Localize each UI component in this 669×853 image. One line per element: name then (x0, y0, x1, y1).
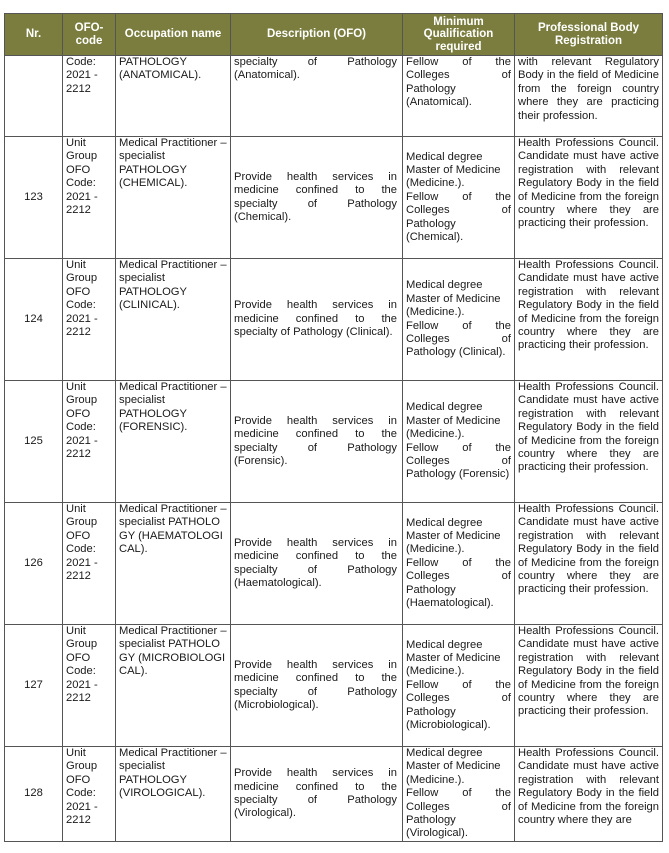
qualification-cell (403, 747, 515, 842)
occupation-cell: Medical Practitioner – specialist PATHOLOGY (FORENSIC). (116, 381, 231, 503)
qualification-master: Master of Medicine (Medicine.). (406, 414, 501, 441)
table-row (5, 747, 663, 842)
qualification-master: Master of Medicine (Medicine.). (406, 651, 501, 678)
description-cell: Provide health services in medicine confined to the specialty of Pathology (Microbiological). (231, 625, 403, 747)
qualification-field: Pathology (Clinical). (406, 346, 506, 359)
ofo-code-cell: Unit Group OFO Code: 2021 - 2212 (63, 747, 116, 842)
header-ofo-code: OFO-code (63, 14, 116, 56)
occupation-cell: Medical Practitioner – specialist PATHOLOGY (CHEMICAL). (116, 137, 231, 259)
description-cell: Provide health services in medicine confined to the specialty of Pathology (Forensic). (231, 381, 403, 503)
qualification-colleges: Colleges of (406, 69, 511, 82)
qualification-cell (403, 56, 515, 137)
header-nr: Nr. (5, 14, 63, 56)
nr-cell: 125 (5, 381, 63, 503)
ofo-code-cell: Unit Group OFO Code: 2021 - 2212 (63, 381, 116, 503)
qualification-field: Pathology (Microbiological). (406, 705, 491, 732)
qualification-cell (403, 625, 515, 747)
registration-cell: Health Professions Council. Candidate must have active registration with relevant Regulatory Body in the field of Medicine from the foreign country where they are (515, 747, 663, 842)
table-row (5, 381, 663, 503)
occupation-cell: Medical Practitioner – specialist PATHOLOGY (MICROBIOLOGICAL). (116, 625, 231, 747)
qualification-cell (403, 137, 515, 259)
qualification-fellow: Fellow of the (406, 678, 511, 691)
qualification-cell (403, 259, 515, 381)
occupation-cell: Medical Practitioner – specialist PATHOLOGY (HAEMATOLOGICAL). (116, 503, 231, 625)
qualification-degree: Medical degree (406, 516, 483, 529)
qualification-colleges: Colleges of (406, 204, 511, 217)
qualification-master: Master of Medicine (Medicine.). (406, 163, 501, 190)
qualification-colleges: Colleges of (406, 332, 511, 345)
table-row (5, 259, 663, 381)
table-row (5, 625, 663, 747)
qualification-fellow: Fellow of the (406, 556, 511, 569)
ofo-code-cell: Unit Group OFO Code: 2021 - 2212 (63, 259, 116, 381)
header-occupation-name: Occupation name (116, 14, 231, 56)
qualification-field: Pathology (Anatomical). (406, 82, 472, 109)
qualification-field: Pathology (Chemical). (406, 217, 464, 244)
qualification-fellow: Fellow of the (406, 56, 511, 68)
table-row (5, 137, 663, 259)
qualification-colleges: Colleges of (406, 800, 511, 813)
registration-cell: Health Professions Council. Candidate must have active registration with relevant Regulatory Body in the field of Medicine from the foreign country where they are practicing their profession. (515, 381, 663, 503)
qualification-fellow: Fellow of the (406, 190, 511, 203)
qualification-cell (403, 503, 515, 625)
nr-cell: 126 (5, 503, 63, 625)
occupation-cell: Medical Practitioner – specialist PATHOLOGY (VIROLOGICAL). (116, 747, 231, 842)
qualification-fellow: Fellow of the (406, 441, 511, 454)
ofo-code-cell: Unit Group OFO Code: 2021 - 2212 (63, 137, 116, 259)
qualification-colleges: Colleges of (406, 692, 511, 705)
qualification-fellow: Fellow of the (406, 787, 511, 800)
registration-cell: Health Professions Council. Candidate must have active registration with relevant Regulatory Body in the field of Medicine from the foreign country where they are practicing their profession. (515, 503, 663, 625)
registration-cell: Health Professions Council. Candidate must have active registration with relevant Regulatory Body in the field of Medicine from the foreign country where they are practicing their profession. (515, 137, 663, 259)
nr-cell: 124 (5, 259, 63, 381)
qualification-colleges: Colleges of (406, 454, 511, 467)
qualification-master: Master of Medicine (Medicine.). (406, 760, 501, 786)
qualification-master: Master of Medicine (Medicine.). (406, 529, 501, 556)
registration-cell: with relevant Regulatory Body in the field of Medicine from the foreign country where they are practicing their profession. (515, 56, 663, 137)
qualification-field: Pathology (Virological). (406, 814, 468, 840)
registration-cell: Health Professions Council. Candidate must have active registration with relevant Regulatory Body in the field of Medicine from the foreign country where they are practicing their profession. (515, 259, 663, 381)
description-cell: Provide health services in medicine confined to the specialty of Pathology (Virological). (231, 747, 403, 842)
description-cell: Provide health services in medicine confined to the specialty of Pathology (Chemical). (231, 137, 403, 259)
qualification-master: Master of Medicine (Medicine.). (406, 292, 501, 319)
nr-cell: 128 (5, 747, 63, 842)
qualification-degree: Medical degree (406, 150, 483, 163)
occupation-cell: Medical Practitioner – specialist PATHOLOGY (CLINICAL). (116, 259, 231, 381)
qualification-degree: Medical degree (406, 747, 483, 759)
qualification-cell (403, 381, 515, 503)
registration-cell: Health Professions Council. Candidate must have active registration with relevant Regulatory Body in the field of Medicine from the foreign country where they are practicing their profession. (515, 625, 663, 747)
qualification-field: Pathology (Forensic) (406, 468, 510, 481)
qualification-colleges: Colleges of (406, 570, 511, 583)
ofo-code-cell: Code: 2021 - 2212 (63, 56, 116, 137)
table-row-continued (5, 56, 663, 137)
qualification-degree: Medical degree (406, 401, 483, 414)
ofo-code-cell: Unit Group OFO Code: 2021 - 2212 (63, 503, 116, 625)
nr-cell: 123 (5, 137, 63, 259)
table-row (5, 503, 663, 625)
header-description: Description (OFO) (231, 14, 403, 56)
qualification-fellow: Fellow of the (406, 319, 511, 332)
occupation-cell: PATHOLOGY (ANATOMICAL). (116, 56, 231, 137)
qualification-field: Pathology (Haematological). (406, 583, 494, 610)
ofo-code-cell: Unit Group OFO Code: 2021 - 2212 (63, 625, 116, 747)
table-header-row (5, 14, 663, 56)
occupations-table (4, 13, 663, 842)
description-cell: specialty of Pathology (Anatomical). (231, 56, 403, 137)
qualification-degree: Medical degree (406, 638, 483, 651)
nr-cell (5, 56, 63, 137)
page-content (4, 13, 663, 842)
description-cell: Provide health services in medicine confined to the specialty of Pathology (Clinical). (231, 259, 403, 381)
header-minimum-qualification: Minimum Qualification required (403, 14, 515, 56)
qualification-degree: Medical degree (406, 279, 483, 292)
nr-cell: 127 (5, 625, 63, 747)
description-cell: Provide health services in medicine confined to the specialty of Pathology (Haematological). (231, 503, 403, 625)
header-professional-body-registration: Professional Body Registration (515, 14, 663, 56)
